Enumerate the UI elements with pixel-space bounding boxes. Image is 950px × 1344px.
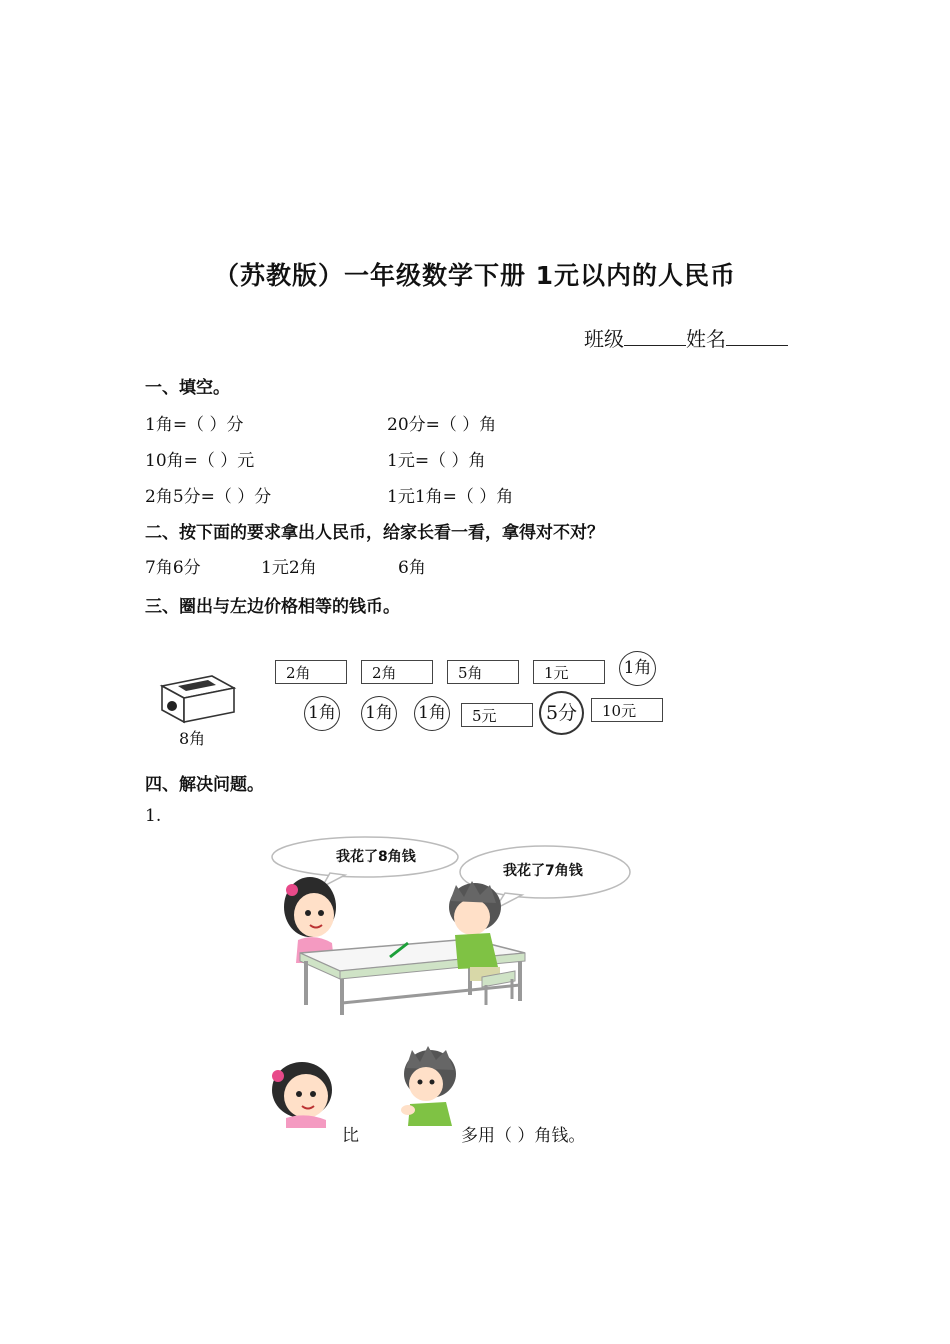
page-title: （苏教版）一年级数学下册 1元以内的人民币 [213, 261, 737, 290]
note-5yuan[interactable]: 5元 [461, 703, 533, 727]
compare-answer: 多用（ ）角钱。 [461, 1126, 586, 1146]
amount-1: 7角6分 [145, 558, 201, 578]
class-label: 班级 [584, 327, 624, 351]
question-number: 1. [145, 806, 162, 826]
name-label: 姓名 [686, 327, 726, 351]
fill-q5: 2角5分=（ ）分 [145, 487, 272, 507]
boy-portrait-icon [396, 1046, 464, 1126]
boy-speech: 我花了7角钱 [503, 863, 583, 879]
fill-q6: 1元1角=（ ）角 [387, 487, 514, 507]
note-10yuan[interactable]: 10元 [591, 698, 663, 722]
girl-speech: 我花了8角钱 [336, 849, 416, 865]
fill-q3: 10角=（ ）元 [145, 451, 255, 471]
item-price: 8角 [179, 729, 206, 748]
girl-portrait-icon [268, 1060, 340, 1128]
amount-2: 1元2角 [261, 558, 317, 578]
note-2jiao-a[interactable]: 2角 [275, 660, 347, 684]
coin-5fen[interactable]: 5分 [539, 691, 584, 735]
coin-1jiao-3[interactable]: 1角 [414, 696, 450, 731]
note-1yuan[interactable]: 1元 [533, 660, 605, 684]
section3-heading: 三、圈出与左边价格相等的钱币。 [145, 597, 400, 617]
fill-q1: 1角=（ ）分 [145, 415, 244, 435]
section2-heading: 二、按下面的要求拿出人民币，给家长看一看，拿得对不对？ [145, 523, 604, 543]
coin-1jiao-1[interactable]: 1角 [304, 696, 340, 731]
section4-heading: 四、解决问题。 [145, 775, 264, 795]
fill-q4: 1元=（ ）角 [387, 451, 486, 471]
coin-1jiao-2[interactable]: 1角 [361, 696, 397, 731]
pencil-sharpener-icon [158, 668, 238, 726]
note-5jiao[interactable]: 5角 [447, 660, 519, 684]
fill-q2: 20分=（ ）角 [387, 415, 497, 435]
class-blank[interactable] [624, 327, 686, 346]
note-2jiao-b[interactable]: 2角 [361, 660, 433, 684]
name-blank[interactable] [726, 327, 788, 346]
student-info-line [584, 323, 788, 352]
amount-3: 6角 [398, 558, 426, 578]
coin-1jiao-top[interactable]: 1角 [619, 651, 656, 686]
compare-word: 比 [342, 1126, 359, 1146]
section1-heading: 一、填空。 [145, 378, 230, 398]
